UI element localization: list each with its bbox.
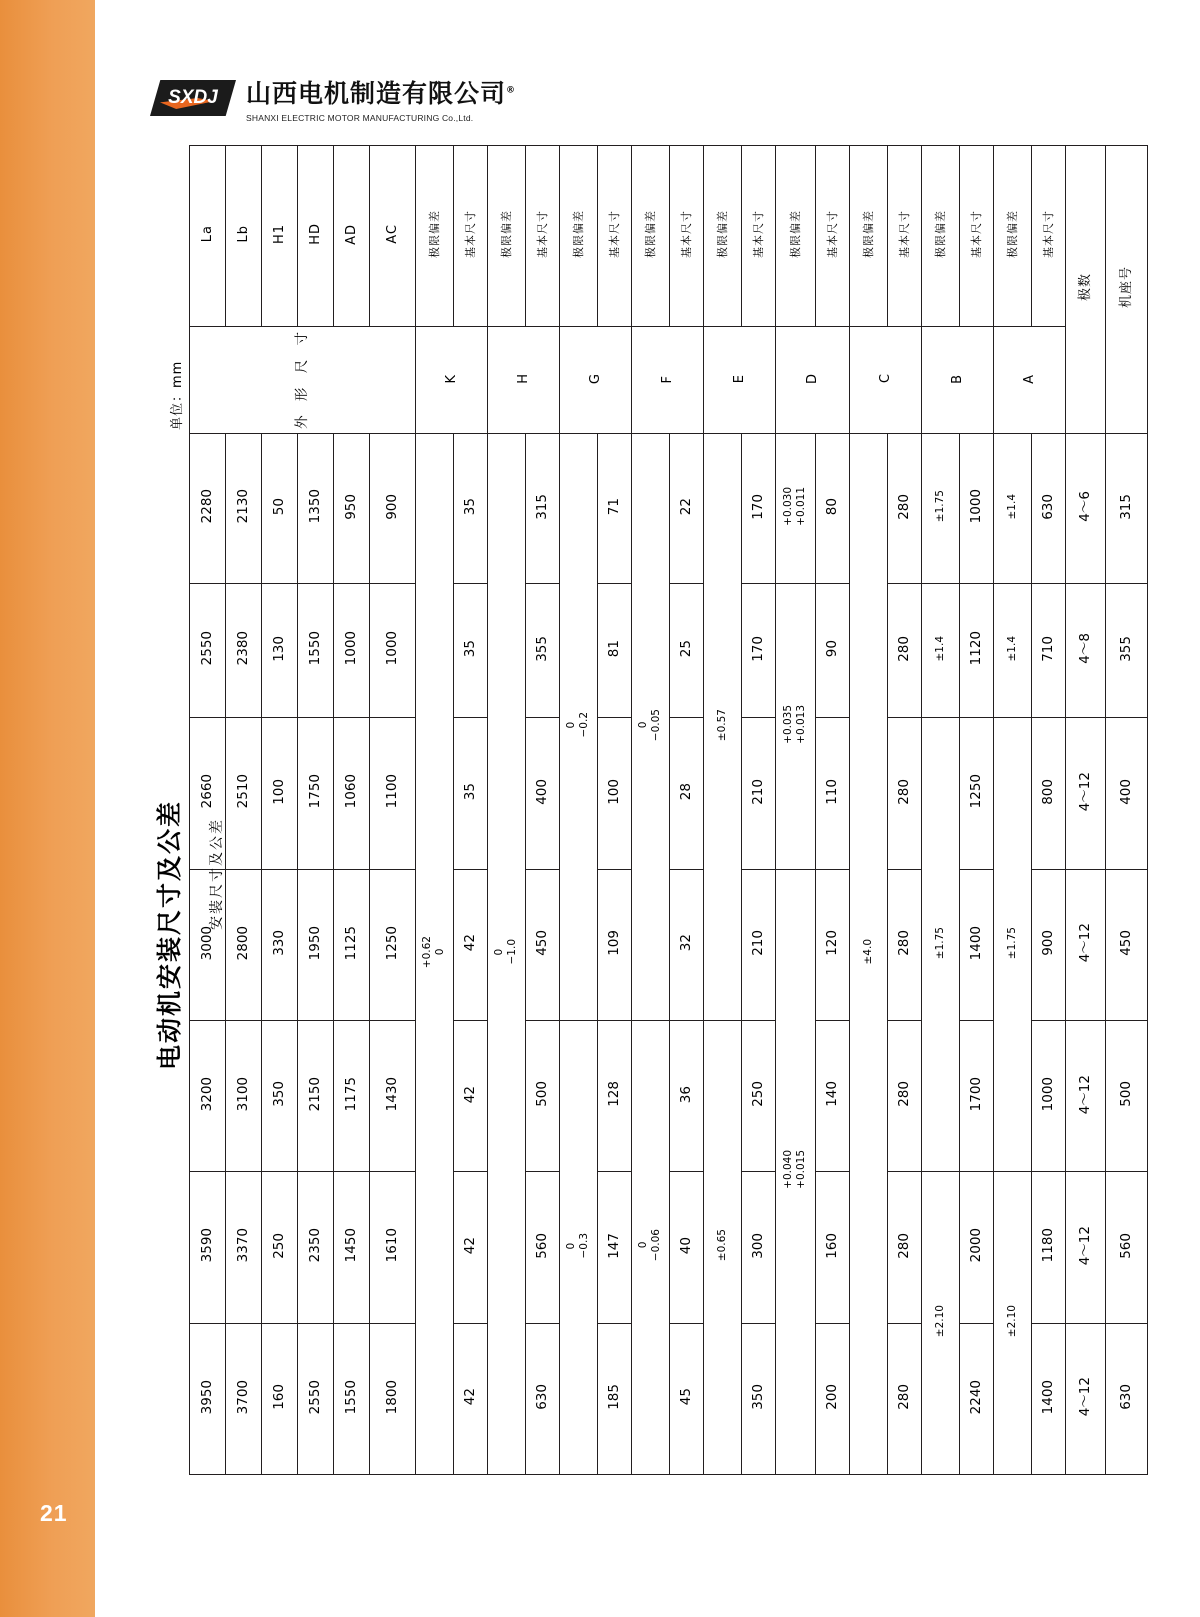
- cell-H1: 130: [262, 583, 298, 718]
- cell-frame-no: 560: [1106, 1172, 1148, 1323]
- cell-Lb: 2130: [226, 433, 262, 583]
- cell-F-basic: 45: [670, 1323, 704, 1474]
- cell-La: 2550: [190, 583, 226, 718]
- cell-A-basic: 800: [1032, 718, 1066, 869]
- table-header-row-2: [190, 327, 1148, 434]
- cell-B-basic: 1120: [960, 583, 994, 718]
- cell-poles: 4～12: [1066, 869, 1106, 1020]
- cell-E-basic: 210: [742, 869, 776, 1020]
- cell-D-basic: 110: [816, 718, 850, 869]
- header-E-basic: 基本尺寸: [742, 146, 776, 327]
- cell-D-basic: 200: [816, 1323, 850, 1474]
- dimensions-table-wrapper: [189, 145, 1135, 1475]
- header-B-tol: 极限偏差: [922, 146, 960, 327]
- cell-HD: 1950: [298, 869, 334, 1020]
- company-name-en: SHANXI ELECTRIC MOTOR MANUFACTURING Co.,Ltd.: [246, 112, 474, 123]
- header-AD: AD: [334, 146, 370, 327]
- header-H-tol: 极限偏差: [488, 146, 526, 327]
- header-D-basic: 基本尺寸: [816, 146, 850, 327]
- header-La: La: [190, 146, 226, 327]
- cell-B-tol-3: ±1.75: [922, 718, 960, 1172]
- header-letter-A: A: [994, 327, 1066, 434]
- header-F-basic: 基本尺寸: [670, 146, 704, 327]
- cell-HD: 1350: [298, 433, 334, 583]
- header-letter-E: E: [704, 327, 776, 434]
- header-K-basic: 基本尺寸: [454, 146, 488, 327]
- cell-G-basic: 147: [598, 1172, 632, 1323]
- cell-H1: 330: [262, 869, 298, 1020]
- header-K-tol: 极限偏差: [416, 146, 454, 327]
- cell-H-basic: 450: [526, 869, 560, 1020]
- cell-H1: 50: [262, 433, 298, 583]
- cell-G-basic: 109: [598, 869, 632, 1020]
- cell-AC: 1000: [370, 583, 416, 718]
- cell-frame-no: 400: [1106, 718, 1148, 869]
- sxdj-logo-icon: [150, 78, 236, 118]
- cell-frame-no: 355: [1106, 583, 1148, 718]
- header-F-tol: 极限偏差: [632, 146, 670, 327]
- page-title: 电动机安装尺寸及公差: [155, 799, 184, 1070]
- cell-G-basic: 100: [598, 718, 632, 869]
- cell-poles: 4～8: [1066, 583, 1106, 718]
- cell-B-basic: 2000: [960, 1172, 994, 1323]
- cell-AD: 950: [334, 433, 370, 583]
- cell-La: 3200: [190, 1020, 226, 1171]
- cell-HD: 2550: [298, 1323, 334, 1474]
- install-group-label: 安装尺寸及公差: [209, 818, 225, 930]
- cell-C-tol: ±4.0: [850, 433, 888, 1474]
- cell-B-basic: 1700: [960, 1020, 994, 1171]
- cell-K-basic: 42: [454, 869, 488, 1020]
- outline-group-label: 外 形 尺 寸: [190, 327, 416, 434]
- cell-HD: 1550: [298, 583, 334, 718]
- cell-AC: 1800: [370, 1323, 416, 1474]
- header-letter-D: D: [776, 327, 850, 434]
- cell-H-basic: 400: [526, 718, 560, 869]
- cell-AD: 1175: [334, 1020, 370, 1171]
- cell-F-basic: 22: [670, 433, 704, 583]
- cell-E-basic: 250: [742, 1020, 776, 1171]
- header-letter-C: C: [850, 327, 922, 434]
- cell-Lb: 3100: [226, 1020, 262, 1171]
- cell-K-basic: 42: [454, 1323, 488, 1474]
- cell-C-basic: 280: [888, 869, 922, 1020]
- cell-G-basic: 81: [598, 583, 632, 718]
- cell-La: 3950: [190, 1323, 226, 1474]
- cell-K-basic: 35: [454, 718, 488, 869]
- header-B-basic: 基本尺寸: [960, 146, 994, 327]
- cell-Lb: 3700: [226, 1323, 262, 1474]
- cell-B-basic: 2240: [960, 1323, 994, 1474]
- cell-K-basic: 42: [454, 1172, 488, 1323]
- cell-La: 3000: [190, 869, 226, 1020]
- cell-La: 2660: [190, 718, 226, 869]
- cell-H-basic: 560: [526, 1172, 560, 1323]
- header-letter-K: K: [416, 327, 488, 434]
- header-C-tol: 极限偏差: [850, 146, 888, 327]
- cell-G-basic: 128: [598, 1020, 632, 1171]
- company-logo: [150, 72, 516, 124]
- header-A-basic: 基本尺寸: [1032, 146, 1066, 327]
- cell-HD: 2150: [298, 1020, 334, 1171]
- table-row: [190, 433, 1148, 583]
- cell-frame-no: 450: [1106, 869, 1148, 1020]
- cell-Lb: 2800: [226, 869, 262, 1020]
- cell-A-basic: 1180: [1032, 1172, 1066, 1323]
- cell-AD: 1450: [334, 1172, 370, 1323]
- cell-A-basic: 900: [1032, 869, 1066, 1020]
- cell-H-basic: 500: [526, 1020, 560, 1171]
- header-letter-G: G: [560, 327, 632, 434]
- cell-A-tol-4: ±2.10: [994, 1172, 1032, 1475]
- cell-poles: 4～12: [1066, 1323, 1106, 1474]
- cell-G-tol-1: 0 −0.2: [560, 433, 598, 1020]
- cell-La: 3590: [190, 1172, 226, 1323]
- cell-E-tol-1: ±0.57: [704, 433, 742, 1020]
- cell-G-basic: 71: [598, 433, 632, 583]
- cell-B-tol-4: ±2.10: [922, 1172, 960, 1475]
- cell-HD: 1750: [298, 718, 334, 869]
- cell-poles: 4～6: [1066, 433, 1106, 583]
- cell-B-basic: 1400: [960, 869, 994, 1020]
- cell-poles: 4～12: [1066, 718, 1106, 869]
- cell-K-tol: +0.62 0: [416, 433, 454, 1474]
- table-header-row-1: [190, 146, 1148, 327]
- cell-AD: 1125: [334, 869, 370, 1020]
- header-D-tol: 极限偏差: [776, 146, 816, 327]
- cell-E-basic: 210: [742, 718, 776, 869]
- cell-D-tol-1: +0.030 +0.011: [776, 433, 816, 583]
- logo-mark-text: SXDJ: [168, 87, 218, 108]
- header-Lb: Lb: [226, 146, 262, 327]
- cell-B-tol-2: ±1.4: [922, 583, 960, 718]
- cell-Lb: 2510: [226, 718, 262, 869]
- cell-F-tol-1: 0 −0.05: [632, 433, 670, 1020]
- cell-H-basic: 315: [526, 433, 560, 583]
- cell-K-basic: 35: [454, 583, 488, 718]
- cell-D-basic: 120: [816, 869, 850, 1020]
- cell-frame-no: 630: [1106, 1323, 1148, 1474]
- cell-poles: 4～12: [1066, 1020, 1106, 1171]
- cell-AC: 900: [370, 433, 416, 583]
- cell-H1: 250: [262, 1172, 298, 1323]
- cell-F-basic: 36: [670, 1020, 704, 1171]
- header-G-tol: 极限偏差: [560, 146, 598, 327]
- cell-E-basic: 300: [742, 1172, 776, 1323]
- header-H1: H1: [262, 146, 298, 327]
- cell-frame-no: 500: [1106, 1020, 1148, 1171]
- cell-A-tol-2: ±1.4: [994, 583, 1032, 718]
- cell-A-basic: 1000: [1032, 1020, 1066, 1171]
- cell-frame-no: 315: [1106, 433, 1148, 583]
- page-side-bar: [0, 0, 95, 1617]
- cell-A-tol-1: ±1.4: [994, 433, 1032, 583]
- cell-C-basic: 280: [888, 583, 922, 718]
- header-E-tol: 极限偏差: [704, 146, 742, 327]
- header-H-basic: 基本尺寸: [526, 146, 560, 327]
- header-HD: HD: [298, 146, 334, 327]
- header-AC: AC: [370, 146, 416, 327]
- cell-H1: 160: [262, 1323, 298, 1474]
- cell-B-basic: 1250: [960, 718, 994, 869]
- cell-C-basic: 280: [888, 1323, 922, 1474]
- cell-AD: 1000: [334, 583, 370, 718]
- cell-H1: 350: [262, 1020, 298, 1171]
- cell-G-tol-2: 0 −0.3: [560, 1020, 598, 1474]
- cell-E-basic: 170: [742, 583, 776, 718]
- cell-poles: 4～12: [1066, 1172, 1106, 1323]
- cell-A-basic: 1400: [1032, 1323, 1066, 1474]
- cell-D-tol-2: +0.035 +0.013: [776, 583, 816, 869]
- cell-H-basic: 355: [526, 583, 560, 718]
- page-side-bar-gradient: [0, 0, 95, 1617]
- cell-D-tol-3: +0.040 +0.015: [776, 869, 816, 1474]
- cell-D-basic: 160: [816, 1172, 850, 1323]
- cell-C-basic: 280: [888, 1020, 922, 1171]
- motor-mounting-dimensions-table: [189, 145, 1148, 1475]
- cell-K-basic: 35: [454, 433, 488, 583]
- cell-A-basic: 710: [1032, 583, 1066, 718]
- cell-AD: 1550: [334, 1323, 370, 1474]
- cell-AC: 1100: [370, 718, 416, 869]
- cell-AC: 1610: [370, 1172, 416, 1323]
- cell-F-basic: 25: [670, 583, 704, 718]
- header-C-basic: 基本尺寸: [888, 146, 922, 327]
- header-letter-B: B: [922, 327, 994, 434]
- cell-D-basic: 140: [816, 1020, 850, 1171]
- cell-C-basic: 280: [888, 718, 922, 869]
- cell-H1: 100: [262, 718, 298, 869]
- cell-Lb: 2380: [226, 583, 262, 718]
- cell-E-basic: 350: [742, 1323, 776, 1474]
- cell-H-basic: 630: [526, 1323, 560, 1474]
- cell-AC: 1250: [370, 869, 416, 1020]
- cell-Lb: 3370: [226, 1172, 262, 1323]
- cell-D-basic: 90: [816, 583, 850, 718]
- cell-F-tol-2: 0 −0.06: [632, 1020, 670, 1474]
- cell-B-basic: 1000: [960, 433, 994, 583]
- cell-G-basic: 185: [598, 1323, 632, 1474]
- cell-A-tol-3: ±1.75: [994, 718, 1032, 1172]
- header-G-basic: 基本尺寸: [598, 146, 632, 327]
- cell-F-basic: 40: [670, 1172, 704, 1323]
- header-poles: 极数: [1066, 146, 1106, 434]
- cell-E-basic: 170: [742, 433, 776, 583]
- header-letter-F: F: [632, 327, 704, 434]
- header-frame-no: 机座号: [1106, 146, 1148, 434]
- company-name-cn: 山西电机制造有限公司®: [246, 78, 517, 108]
- cell-K-basic: 42: [454, 1020, 488, 1171]
- cell-AC: 1430: [370, 1020, 416, 1171]
- header-letter-H: H: [488, 327, 560, 434]
- registered-trademark-icon: ®: [506, 85, 517, 96]
- cell-A-basic: 630: [1032, 433, 1066, 583]
- cell-F-basic: 28: [670, 718, 704, 869]
- cell-E-tol-2: ±0.65: [704, 1020, 742, 1474]
- cell-C-basic: 280: [888, 1172, 922, 1323]
- cell-H-tol: 0 −1.0: [488, 433, 526, 1474]
- page-number: 21: [40, 1500, 68, 1526]
- cell-La: 2280: [190, 433, 226, 583]
- cell-F-basic: 32: [670, 869, 704, 1020]
- unit-label: 单位：mm: [170, 360, 185, 430]
- cell-AD: 1060: [334, 718, 370, 869]
- cell-B-tol-1: ±1.75: [922, 433, 960, 583]
- header-A-tol: 极限偏差: [994, 146, 1032, 327]
- cell-C-basic: 280: [888, 433, 922, 583]
- cell-D-basic: 80: [816, 433, 850, 583]
- cell-HD: 2350: [298, 1172, 334, 1323]
